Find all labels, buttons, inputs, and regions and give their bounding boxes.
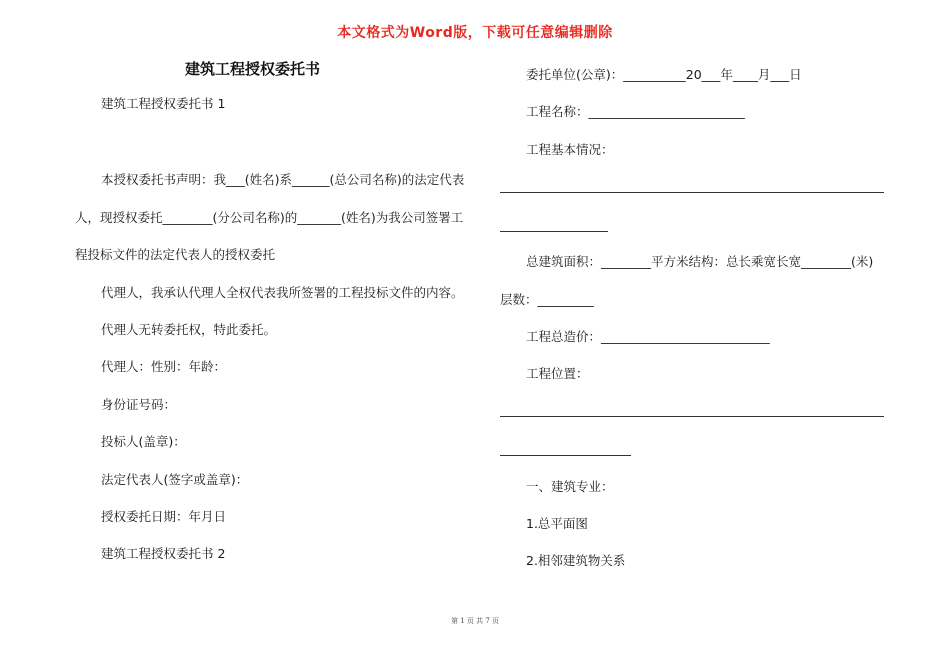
document-title: 建筑工程授权委托书 bbox=[185, 60, 321, 78]
blank-line-1 bbox=[500, 192, 884, 193]
project-name-line: 工程名称：_________________________ bbox=[526, 104, 745, 119]
location-label: 工程位置： bbox=[526, 366, 589, 381]
agent-scope-paragraph: 代理人，我承认代理人全权代表我所签署的工程投标文件的内容。 bbox=[101, 285, 464, 300]
blank-line-2 bbox=[500, 231, 608, 232]
item-adjacent-buildings: 2.相邻建筑物关系 bbox=[526, 553, 626, 568]
bidder-seal-line: 投标人(盖章)： bbox=[101, 434, 186, 449]
declaration-line-3: 程投标文件的法定代表人的授权委托 bbox=[75, 247, 276, 262]
blank-line-4 bbox=[500, 455, 631, 456]
basic-info-label: 工程基本情况： bbox=[526, 142, 614, 157]
id-number-line: 身份证号码： bbox=[101, 397, 177, 412]
no-sub-delegation-paragraph: 代理人无转委托权，特此委托。 bbox=[101, 322, 277, 337]
subtitle-2: 建筑工程授权委托书 2 bbox=[101, 546, 226, 561]
client-unit-line: 委托单位(公章)：__________20___年____月___日 bbox=[526, 67, 802, 82]
blank-line-3 bbox=[500, 416, 884, 417]
word-format-banner: 本文格式为Word版，下载可任意编辑删除 bbox=[337, 25, 613, 41]
declaration-line-1: 本授权委托书声明：我___(姓名)系______(总公司名称)的法定代表 bbox=[101, 172, 465, 187]
declaration-line-2: 人，现授权委托________(分公司名称)的_______(姓名)为我公司签署工 bbox=[75, 210, 464, 225]
area-line-1: 总建筑面积：________平方米结构：总长乘宽长宽________(米) bbox=[526, 254, 874, 269]
subtitle-1: 建筑工程授权委托书 1 bbox=[101, 96, 226, 111]
floors-line: 层数：_________ bbox=[500, 292, 594, 307]
agent-info-line: 代理人：性别：年龄： bbox=[101, 359, 227, 374]
auth-date-line: 授权委托日期：年月日 bbox=[101, 509, 227, 524]
legal-rep-line: 法定代表人(签字或盖章)： bbox=[101, 472, 249, 487]
item-site-plan: 1.总平面图 bbox=[526, 516, 588, 531]
page-number-footer: 第 1 页 共 7 页 bbox=[450, 617, 500, 625]
section-architecture: 一、建筑专业： bbox=[526, 479, 614, 494]
total-cost-line: 工程总造价：___________________________ bbox=[526, 329, 770, 344]
